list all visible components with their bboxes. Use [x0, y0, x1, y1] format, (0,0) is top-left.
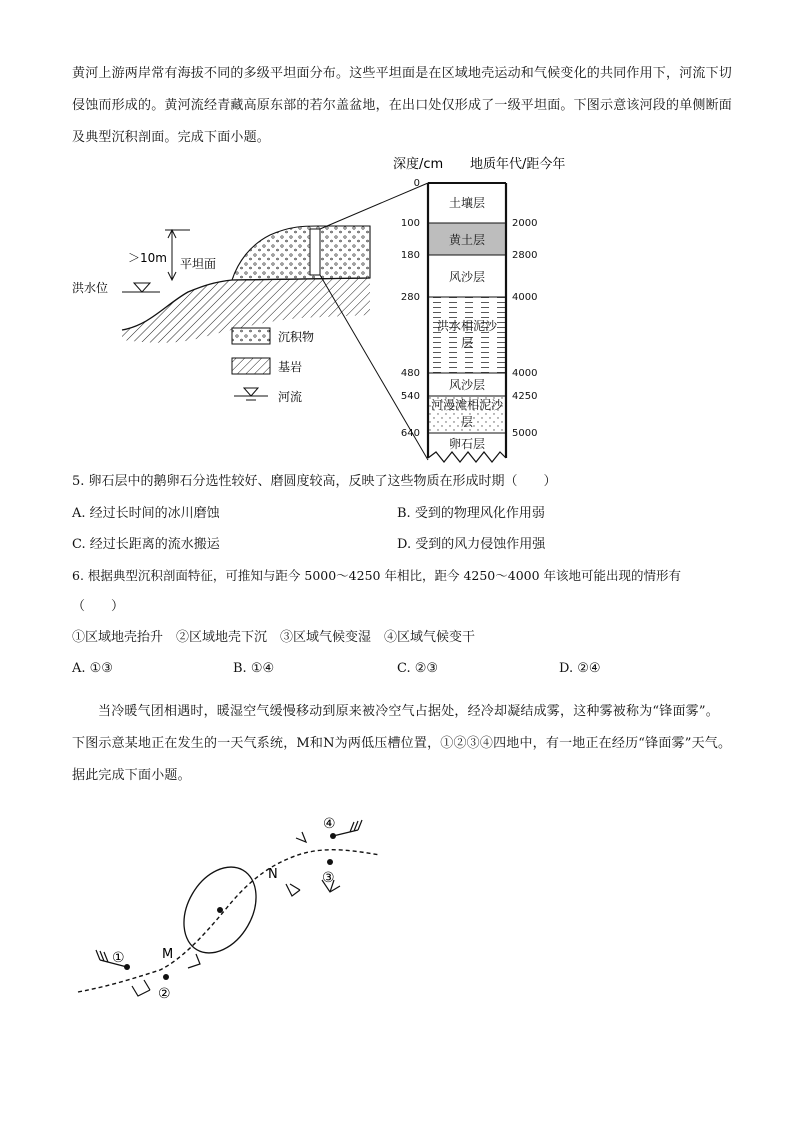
wind-barb-4: [333, 820, 362, 836]
layer-aeolian-2: 风沙层: [448, 378, 486, 392]
age-tick: 2000: [512, 218, 538, 229]
q6-option-c[interactable]: C. ②③: [397, 661, 439, 676]
depth-tick: 180: [400, 250, 420, 261]
age-tick: 5000: [512, 428, 538, 439]
depth-tick: 280: [400, 292, 420, 303]
depth-header: 深度/cm: [393, 157, 444, 172]
sample-column: [310, 229, 320, 275]
q5-option-d[interactable]: D. 受到的风力侵蚀作用强: [397, 537, 546, 552]
age-header: 地质年代/距今年: [470, 157, 566, 172]
sediment-deposit: [232, 226, 370, 280]
passage-frontal-fog: 当冷暖气团相遇时，暖湿空气缓慢移动到原来被冷空气占据处，经冷却凝结成雾，这种雾被称为“锋面雾”。下图示意某地正在发生的一天气系统，M和N为两低压槽位置，①②③④四地中，有一地正在经历“锋面雾”天气。据此完成下面小题。: [72, 704, 732, 783]
layer-floodplain-mud: 河漫滩相泥沙层: [430, 398, 503, 429]
q5-option-c[interactable]: C. 经过长距离的流水搬运: [72, 537, 220, 552]
question-5-stem: 5. 卵石层中的鹅卵石分选性较好、磨圆度较高，反映了这些物质在形成时期（ ）: [72, 474, 557, 489]
age-tick: 4000: [512, 368, 538, 379]
layer-soil: 土壤层: [448, 196, 486, 210]
terrace-label: 平坦面: [180, 257, 217, 271]
trough-line: [78, 850, 380, 992]
station-3-label: ③: [322, 870, 335, 886]
station-2-label: ②: [158, 986, 171, 1002]
age-tick: 4250: [512, 391, 538, 402]
trough-m-label: M: [162, 947, 174, 962]
depth-tick: 640: [400, 428, 420, 439]
layer-gravel: 卵石层: [448, 437, 486, 451]
q6-option-b[interactable]: B. ①④: [233, 661, 275, 676]
height-label: ＞10m: [128, 251, 167, 265]
q5-option-a[interactable]: A. 经过长时间的冰川磨蚀: [72, 506, 220, 521]
legend-sediment-swatch: [232, 328, 270, 344]
question-6-items: ①区域地壳抬升 ②区域地壳下沉 ③区域气候变湿 ④区域气候变干: [72, 630, 476, 645]
question-6-stem-cont: （ ）: [72, 599, 125, 614]
wind-barb-2: [132, 980, 150, 996]
q5-option-b[interactable]: B. 受到的物理风化作用弱: [397, 506, 545, 521]
question-6-stem: 6. 根据典型沉积剖面特征，可推知与距今 5000～4250 年相比，距今 4250～4000 年该地可能出现的情形有: [72, 568, 682, 583]
age-tick: 2800: [512, 250, 538, 261]
flood-label: 洪水位: [72, 281, 109, 295]
station-4-label: ④: [323, 816, 336, 832]
trough-n-label: N: [268, 867, 278, 882]
age-tick: 4000: [512, 292, 538, 303]
terrace-section-figure: [0, 0, 794, 470]
q6-option-a[interactable]: A. ①③: [72, 661, 113, 676]
legend-bedrock: 基岩: [278, 360, 303, 374]
legend-bedrock-swatch: [232, 358, 270, 374]
wind-barb-3: [286, 884, 300, 896]
passage-terraces: 黄河上游两岸常有海拔不同的多级平坦面分布。这些平坦面是在区域地壳运动和气候变化的共同作用下，河流下切侵蚀而形成的。黄河流经青藏高原东部的若尔盖盆地，在出口处仅形成了一级平坦面。下图示意该河段的单侧断面及典型沉积剖面。完成下面小题。: [72, 66, 733, 145]
depth-tick: 540: [400, 391, 420, 402]
layer-aeolian-1: 风沙层: [448, 270, 486, 284]
q6-option-d[interactable]: D. ②④: [559, 661, 601, 676]
weather-system-figure: [0, 800, 794, 1020]
legend-sediment: 沉积物: [278, 330, 315, 344]
layer-loess: 黄土层: [448, 233, 486, 247]
legend-river: 河流: [278, 390, 303, 404]
depth-tick: 480: [400, 368, 420, 379]
layer-flood-mud: 洪水相泥沙层: [436, 319, 497, 350]
depth-tick: 100: [400, 218, 420, 229]
depth-tick: 0: [413, 178, 420, 189]
station-1-label: ①: [112, 950, 125, 966]
